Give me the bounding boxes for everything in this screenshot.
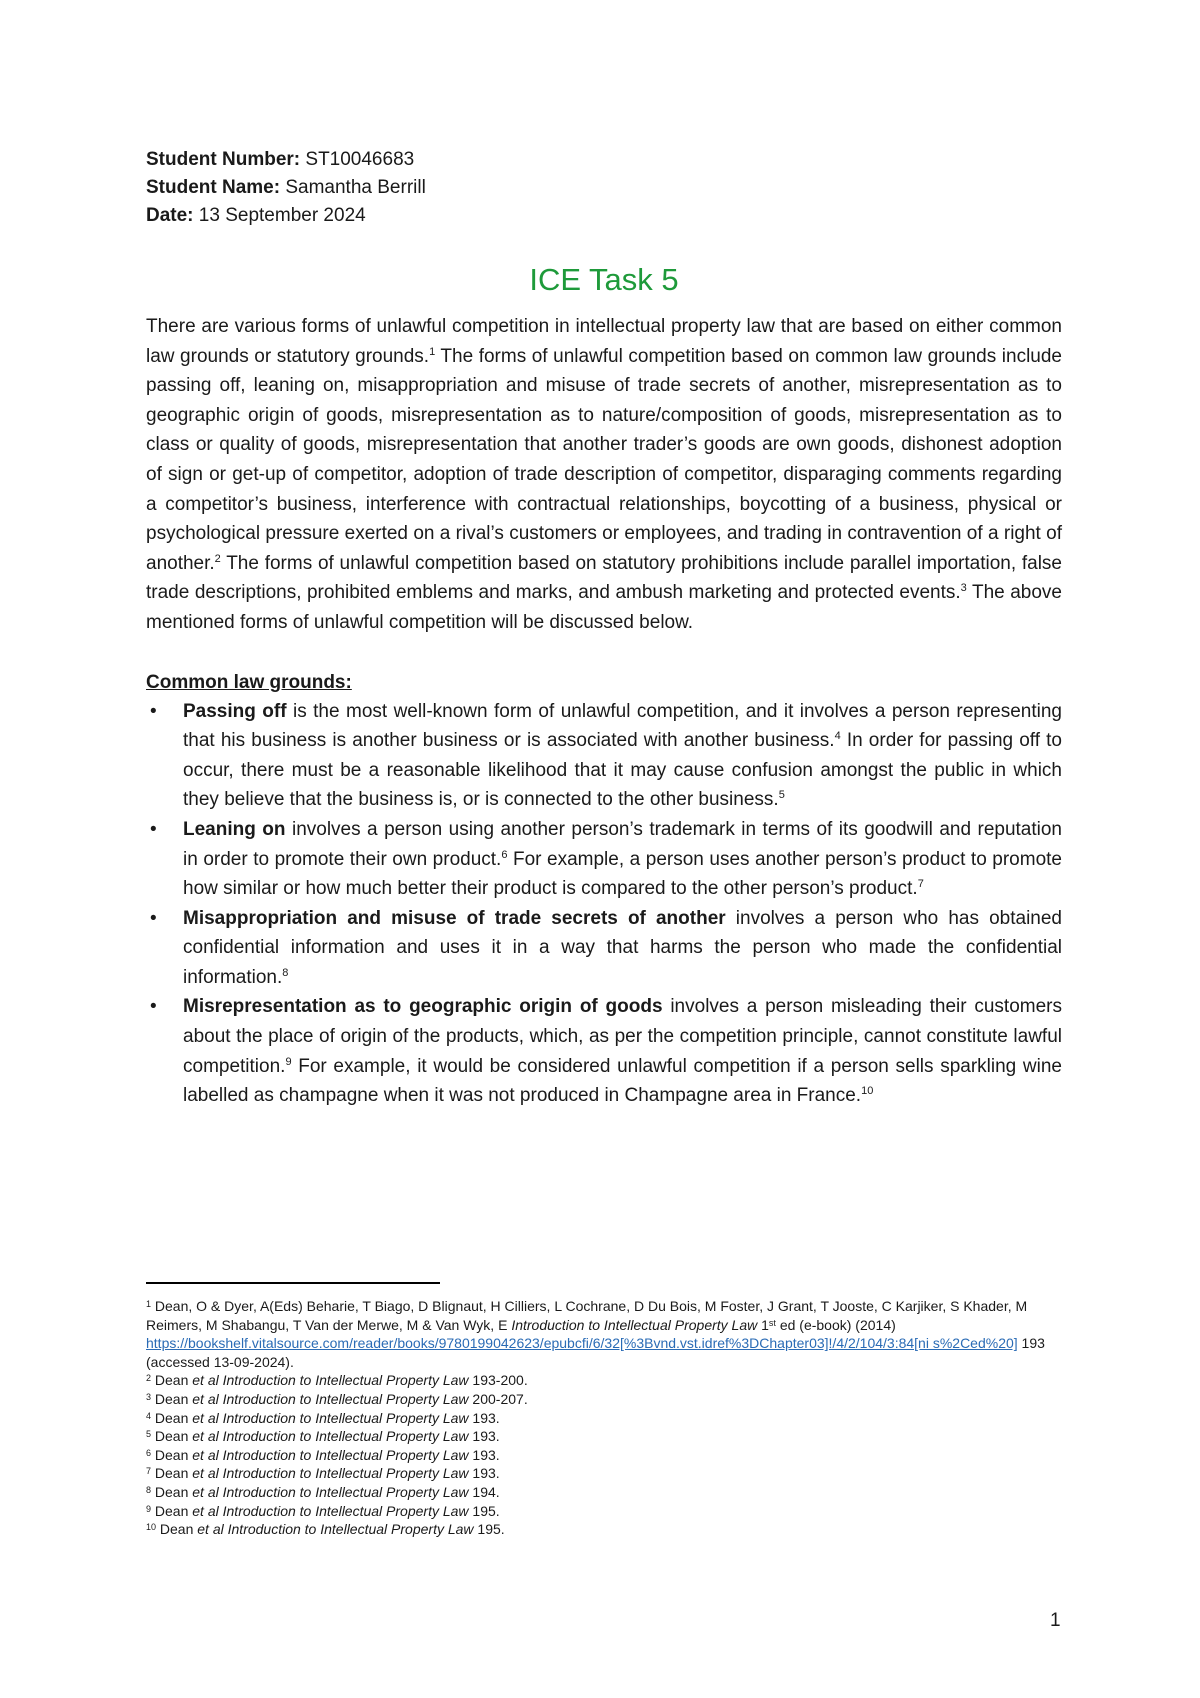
page-content — [146, 146, 1062, 1111]
footnote-ref[interactable]: 8 — [282, 966, 289, 979]
date-line: Date: 13 September 2024 — [146, 205, 366, 226]
footnote-ref[interactable]: 7 — [917, 878, 924, 891]
footnote-ref[interactable]: 4 — [834, 730, 841, 743]
footnote: $^3$ Dean et al Introduction to Intellectual Property Law 200-207. — [146, 1390, 528, 1407]
list-item: • Passing off is the most well-known form of unlawful competition, and it involves a person representing that his business is another business or is associated with another business.$^4$ In order for passing off to occur, there must be a reasonable likelihood that it may cause confusion amongst the public in which they believe that the business is, or is connected to the other business.$^5$ — [146, 697, 1062, 815]
list-term: Misrepresentation as to geographic origin of goods — [183, 996, 663, 1018]
page-title: ICE Task 5 — [529, 262, 679, 297]
list-item: • Misrepresentation as to geographic origin of goods involves a person misleading their customers about the place of origin of the products, which, as per the competition principle, cannot constitute lawful competition.$^9$ For example, it would be considered unlawful competition if a person sells sparkling wine labelled as champagne when it was not produced in Champagne area in France.$^{10}$ — [146, 992, 1062, 1110]
footnote: $^7$ Dean et al Introduction to Intellectual Property Law 193. — [146, 1465, 500, 1482]
bullet-icon: • — [150, 996, 157, 1018]
footnote-ref[interactable]: 10 — [861, 1085, 874, 1098]
footnote-ref[interactable]: 5 — [778, 789, 785, 802]
footnote-ref[interactable]: 3 — [960, 582, 967, 595]
student-number: ST10046683 — [305, 149, 415, 170]
list-item: • Leaning on involves a person using another person’s trademark in terms of its goodwill and reputation in order to promote their own product.$^6$ For example, a person uses another person’s product to promote how similar or how much better their product is compared to the other person’s product.$^7$ — [146, 815, 1062, 904]
footnote-1: $^1$ Dean, O & Dyer, A(Eds) Beharie, T Biago, D Blignaut, H Cilliers, L Cochrane, D Du Bois, M Foster, J Grant, T Jooste, C Karjiker, S Khader, M Reimers, M Shabangu, T Van der Merwe, M & Van Wyk, E Introduction to Intellectual Property Law 1st ed (e-book) (2014) https://bookshelf.vitalsource.com/reader/books/9780199042623/epubcfi/6/32[%3Bvnd.vst.idref%3DChapter03]!/4/2/104/3:84[ni s%2Ced%20] 193 (accessed 13-09-2024). — [146, 1298, 1045, 1370]
footnote: $^9$ Dean et al Introduction to Intellectual Property Law 195. — [146, 1502, 500, 1519]
bullet-list — [146, 697, 1062, 1111]
bullet-icon: • — [150, 700, 157, 722]
list-term: Passing off — [183, 700, 287, 722]
intro-paragraph: There are various forms of unlawful competition in intellectual property law that are based on either common law grounds or statutory grounds.$^1$ The forms of unlawful competition based on common law grounds include passing off, leaning on, misappropriation and misuse of trade secrets of another, misrepresentation as to geographic origin of goods, misrepresentation as to nature/composition of goods, misrepresentation as to class or quality of goods, misrepresentation that another trader’s goods are own goods, dishonest adoption of sign or get-up of competitor, adoption of trade description of competitor, disparaging comments regarding a competitor’s business, interference with contractual relationships, boycotting of a business, physical or psychological pressure exerted on a rival’s customers or employees, and trading in contravention of a right of another.$^2$ The forms of unlawful competition based on statutory prohibitions include parallel importation, false trade descriptions, prohibited emblems and marks, and ambush marketing and protected events.$^3$ The above mentioned forms of unlawful competition will be discussed below. — [146, 316, 1062, 633]
footnote: $^2$ Dean et al Introduction to Intellectual Property Law 193-200. — [146, 1372, 528, 1389]
footnotes — [146, 1297, 1062, 1539]
footnote: $^{10}$ Dean et al Introduction to Intellectual Property Law 195. — [146, 1521, 505, 1538]
list-term: Leaning on — [183, 818, 286, 840]
student-name-line: Student Name: Samantha Berrill — [146, 177, 426, 198]
footnote: $^4$ Dean et al Introduction to Intellectual Property Law 193. — [146, 1409, 500, 1426]
footnote: $^5$ Dean et al Introduction to Intellectual Property Law 193. — [146, 1428, 500, 1445]
footnote-ref[interactable]: 6 — [501, 848, 508, 861]
footnote-ref[interactable]: 9 — [285, 1055, 292, 1068]
student-number-line: Student Number: ST10046683 — [146, 149, 415, 170]
footnote-ref[interactable]: 1 — [429, 345, 436, 358]
bullet-icon: • — [150, 818, 157, 840]
page-number: 1 — [1050, 1610, 1061, 1631]
footnote-divider — [146, 1282, 440, 1284]
list-term: Misappropriation and misuse of trade secrets of another — [183, 907, 726, 929]
date: 13 September 2024 — [198, 205, 366, 226]
source-link[interactable]: https://bookshelf.vitalsource.com/reader/books/9780199042623/epubcfi/6/32[%3Bvnd.vst.idref%3DChapter03]!/4/2/104/3:84[ni s%2Ced%20] — [146, 1335, 1018, 1352]
footnote-ref[interactable]: 2 — [214, 552, 221, 565]
bullet-icon: • — [150, 907, 157, 929]
footnote: $^8$ Dean et al Introduction to Intellectual Property Law 194. — [146, 1483, 500, 1500]
list-item: • Misappropriation and misuse of trade secrets of another involves a person who has obtained confidential information and uses it in a way that harms the person who made the confidential information.$^8$ — [146, 904, 1062, 993]
student-name: Samantha Berrill — [285, 177, 426, 198]
footnote: $^6$ Dean et al Introduction to Intellectual Property Law 193. — [146, 1446, 500, 1463]
section-heading: Common law grounds: — [146, 671, 352, 693]
student-info — [146, 146, 1062, 230]
